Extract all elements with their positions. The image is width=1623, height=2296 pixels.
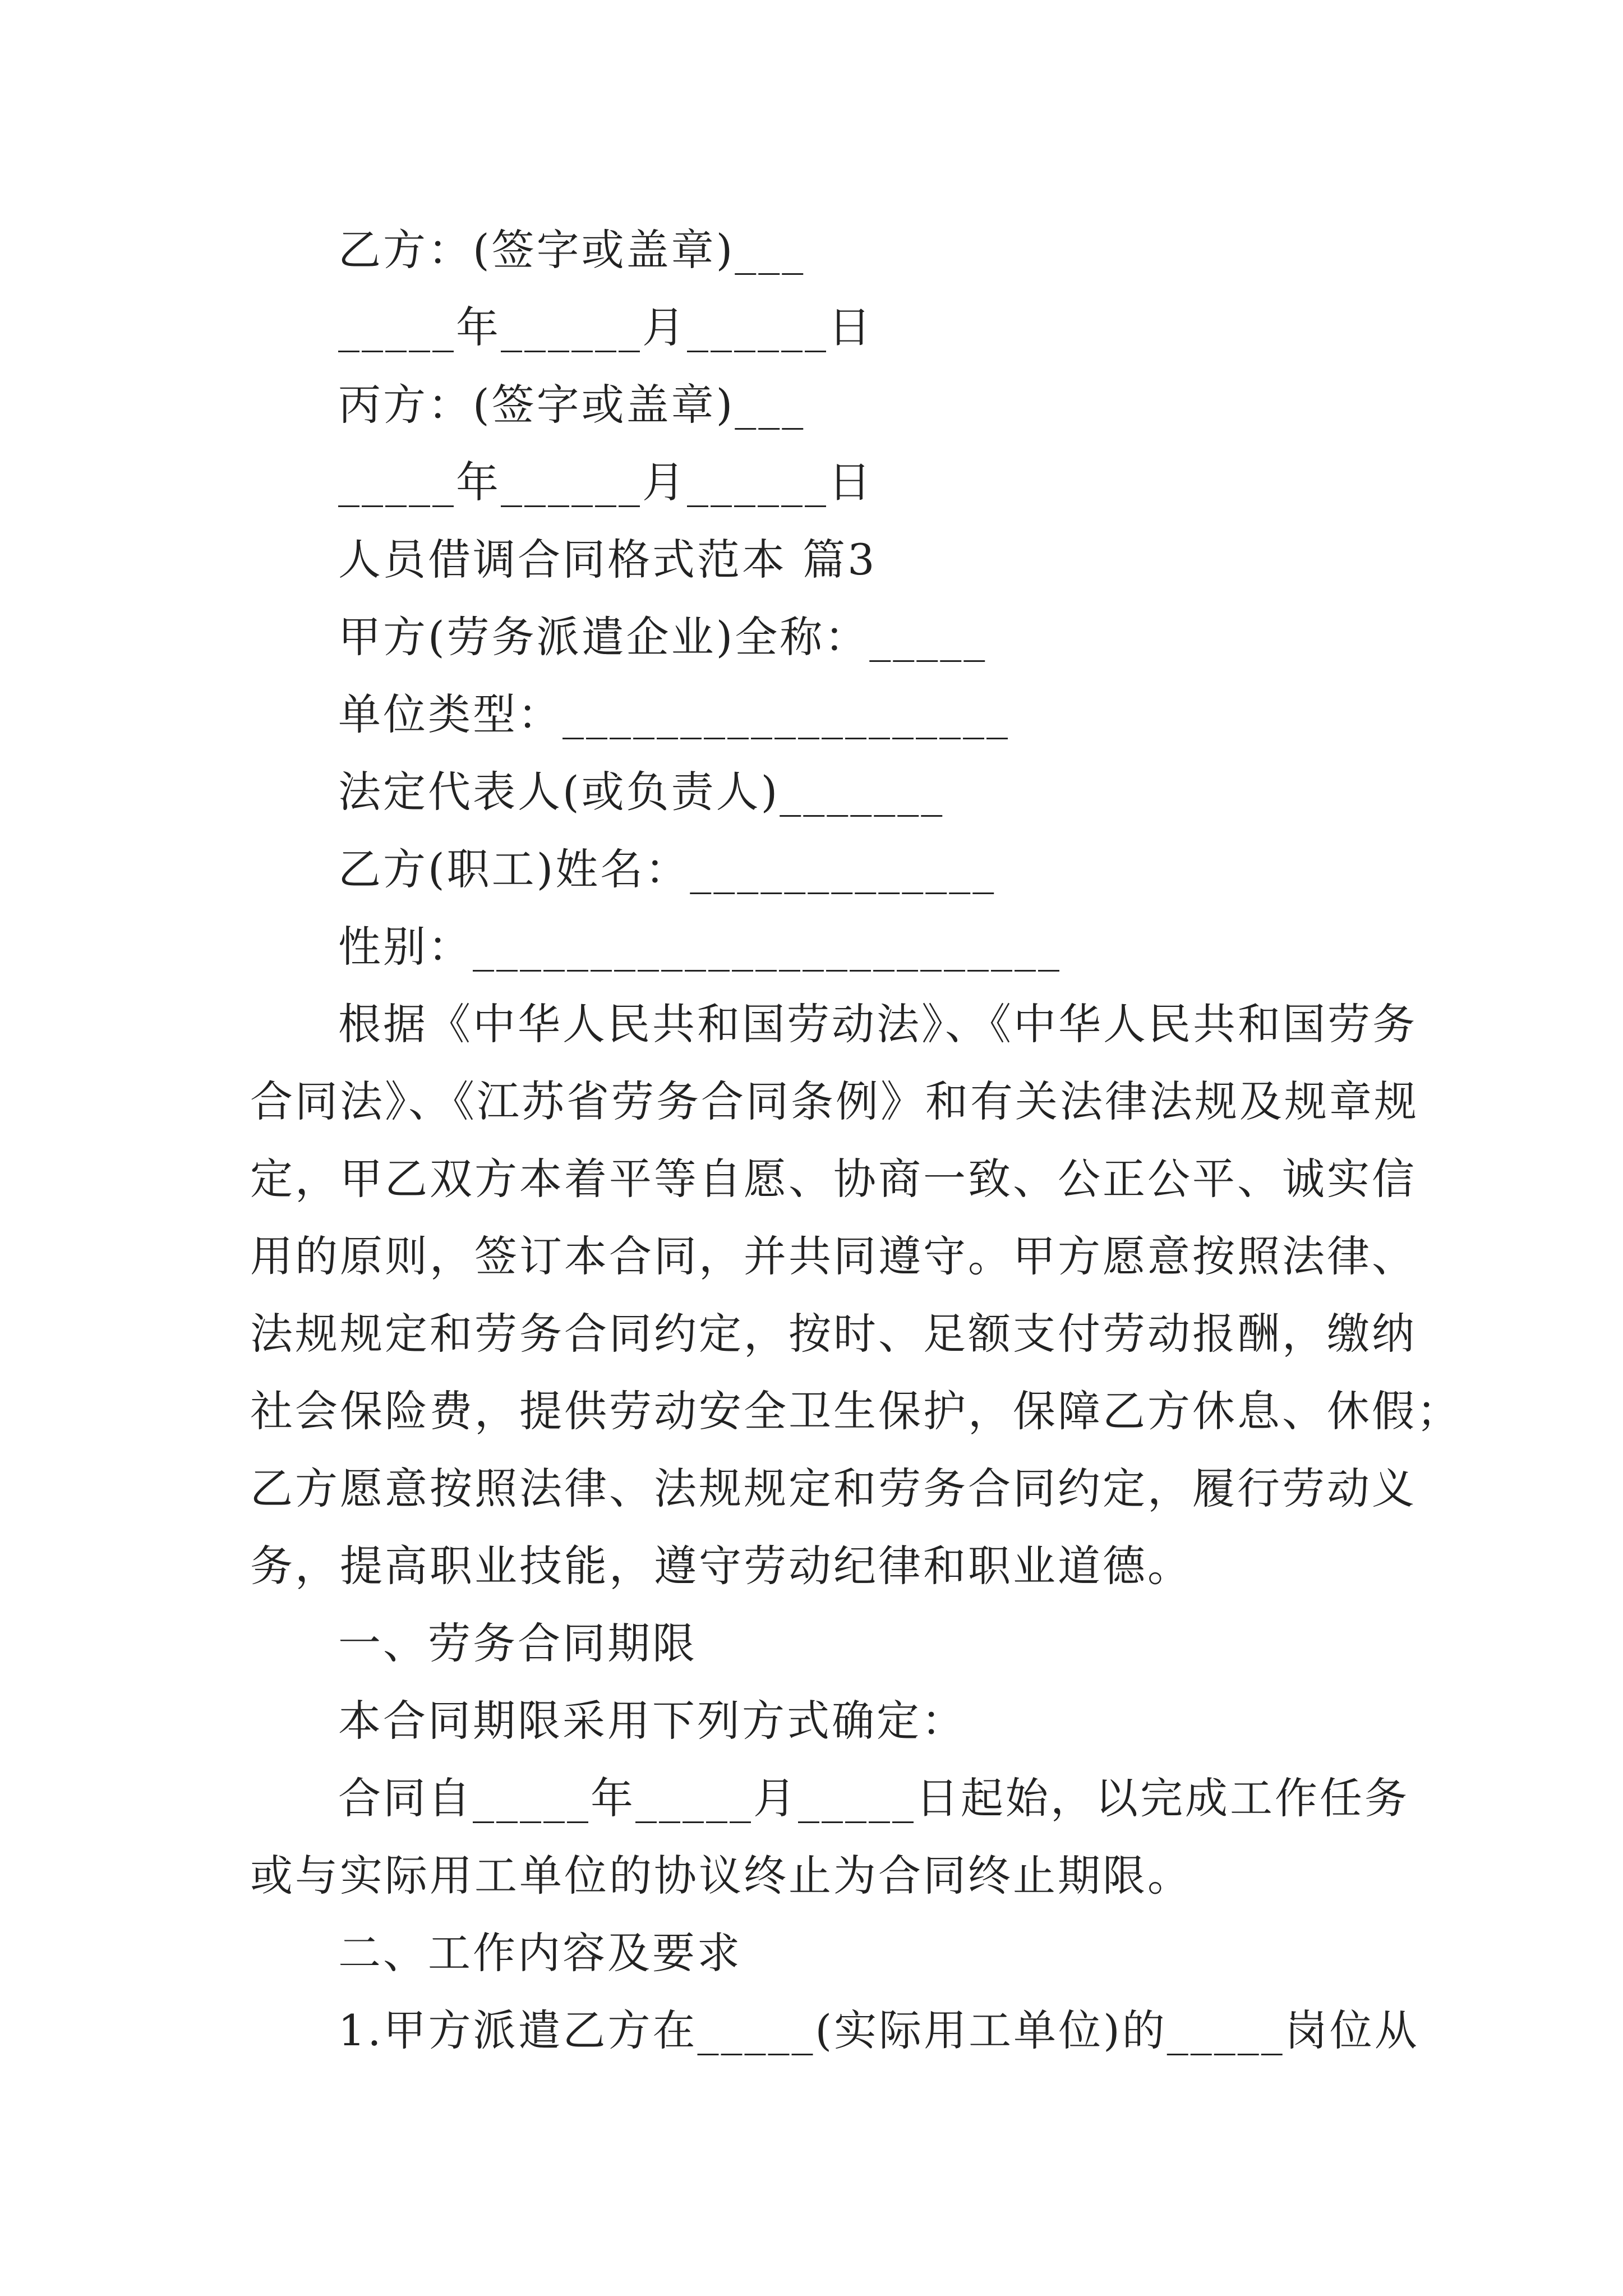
paragraph-term-method: 本合同期限采用下列方式确定： [338, 1696, 966, 1746]
paragraph-term-start-line: 合同自_____年_____月_____日起始，以完成工作任务 [338, 1773, 1409, 1823]
signature-line-party-b: 乙方：(签字或盖章)___ [338, 225, 806, 275]
heading-contract-term: 一、劳务合同期限 [338, 1618, 697, 1668]
paragraph-preamble-line: 用的原则，签订本合同，并共同遵守。甲方愿意按照法律、 [250, 1231, 1417, 1281]
signature-line-party-c: 丙方：(签字或盖章)___ [338, 380, 806, 430]
field-unit-type: 单位类型：___________________ [338, 689, 1010, 739]
paragraph-preamble-line: 定，甲乙双方本着平等自愿、协商一致、公正公平、诚实信 [250, 1154, 1417, 1204]
field-party-a-full-name: 甲方(劳务派遣企业)全称：_____ [338, 612, 988, 662]
field-gender: 性别：_________________________ [338, 922, 1062, 972]
paragraph-preamble-line: 社会保险费，提供劳动安全卫生保护，保障乙方休息、休假； [250, 1386, 1461, 1436]
field-party-b-name: 乙方(职工)姓名：_____________ [338, 844, 997, 894]
paragraph-preamble-line: 法规规定和劳务合同约定，按时、足额支付劳动报酬，缴纳 [250, 1309, 1417, 1359]
date-line-party-c: _____年______月______日 [338, 457, 873, 507]
heading-work-content: 二、工作内容及要求 [338, 1928, 742, 1978]
paragraph-term-start-line: 或与实际用工单位的协议终止为合同终止期限。 [250, 1851, 1192, 1901]
paragraph-preamble-line: 务，提高职业技能，遵守劳动纪律和职业道德。 [250, 1541, 1192, 1591]
paragraph-preamble-line: 合同法》、《江苏省劳务合同条例》和有关法律法规及规章规 [250, 1076, 1419, 1126]
clause-1-dispatch: 1.甲方派遣乙方在_____(实际用工单位)的_____岗位从 [338, 2005, 1419, 2055]
paragraph-preamble-line: 根据《中华人民共和国劳动法》、《中华人民共和国劳务 [338, 999, 1417, 1049]
section-heading-part-3: 人员借调合同格式范本 篇3 [338, 535, 877, 585]
date-line-party-b: _____年______月______日 [338, 302, 873, 352]
paragraph-preamble-line: 乙方愿意按照法律、法规规定和劳务合同约定，履行劳动义 [250, 1464, 1417, 1513]
field-legal-representative: 法定代表人(或负责人)_______ [338, 767, 945, 817]
